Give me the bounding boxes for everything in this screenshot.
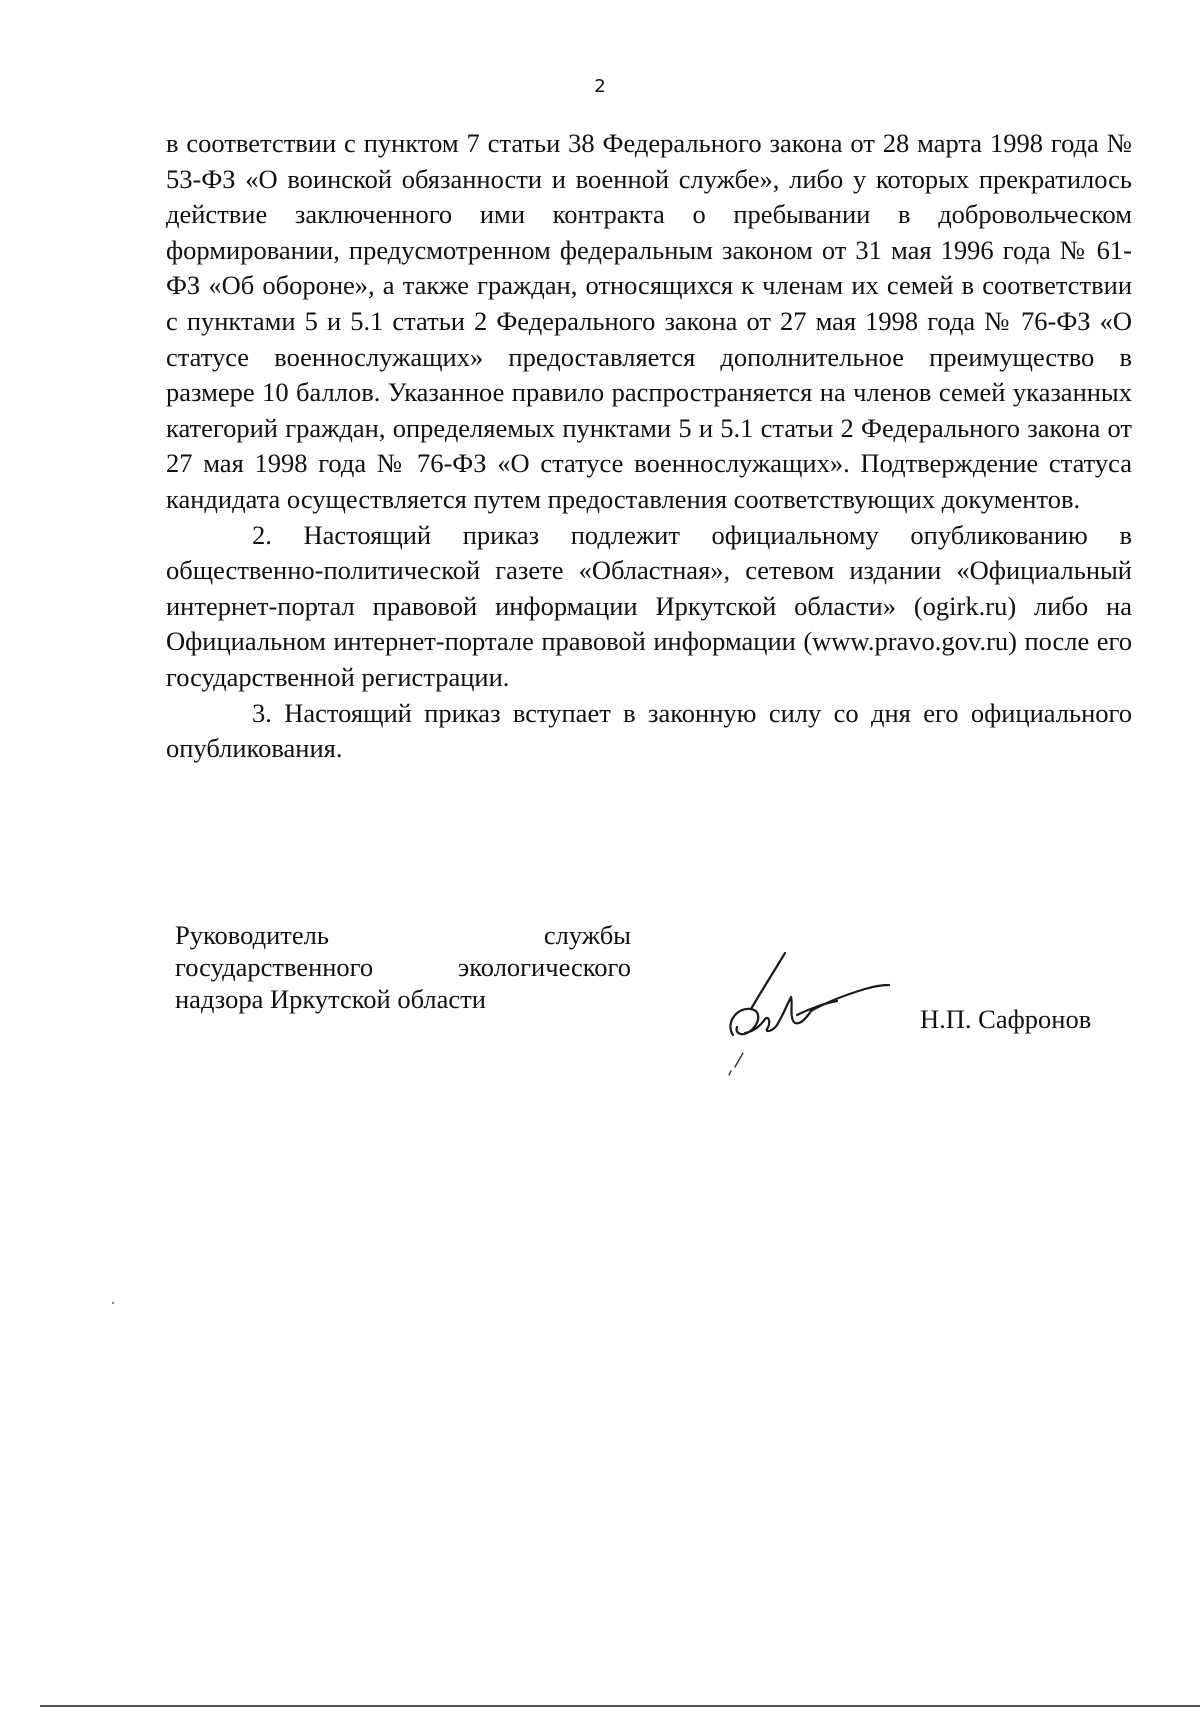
document-body: [166, 126, 1132, 767]
signatory-position-line: Руководитель службы: [175, 920, 631, 950]
paragraph-item-2: 2. Настоящий приказ подлежит официальному опубликованию в общественно-политической газете «Областная», сетевом издании «Официальный интернет-портал правовой информации Иркутской области» (ogirk.ru) либо на Официальном интернет-портале правовой информации (www.pravo.gov.ru) после его государственной регистрации.: [166, 519, 1132, 692]
paragraph-continuation: в соответствии с пунктом 7 статьи 38 Федерального закона от 28 марта 1998 года № 53-ФЗ «О воинской обязанности и военной службе», либо у которых прекратилось действие заключенного ими контракта о пребывании в добровольческом формировании, предусмотренном федеральным законом от 31 мая 1996 года № 61-ФЗ «Об обороне», а также граждан, относящихся к членам их семей в соответствии с пунктами 5 и 5.1 статьи 2 Федерального закона от 27 мая 1998 года № 76-ФЗ «О статусе военнослужащих» предоставляется дополнительное преимущество в размере 10 баллов. Указанное правило распространяется на членов семей указанных категорий граждан, определяемых пунктами 5 и 5.1 статьи 2 Федерального закона от 27 мая 1998 года № 76-ФЗ «О статусе военнослужащих». Подтверждение статуса кандидата осуществляется путем предоставления соответствующих документов.: [166, 128, 1132, 514]
page-number: 2: [594, 76, 606, 97]
signatory-position-line: государственного экологического: [175, 952, 631, 982]
scan-artifact: [112, 1302, 114, 1304]
paragraph-item-3: 3. Настоящий приказ вступает в законную силу со дня его официального опубликования.: [166, 697, 1132, 764]
signatory-position-line: надзора Иркутской области: [175, 984, 486, 1014]
handwritten-signature: [715, 945, 895, 1080]
signatory-name: Н.П. Сафронов: [920, 1004, 1092, 1034]
signatory-position: [175, 919, 631, 1015]
footer-rule: [40, 1705, 1200, 1707]
